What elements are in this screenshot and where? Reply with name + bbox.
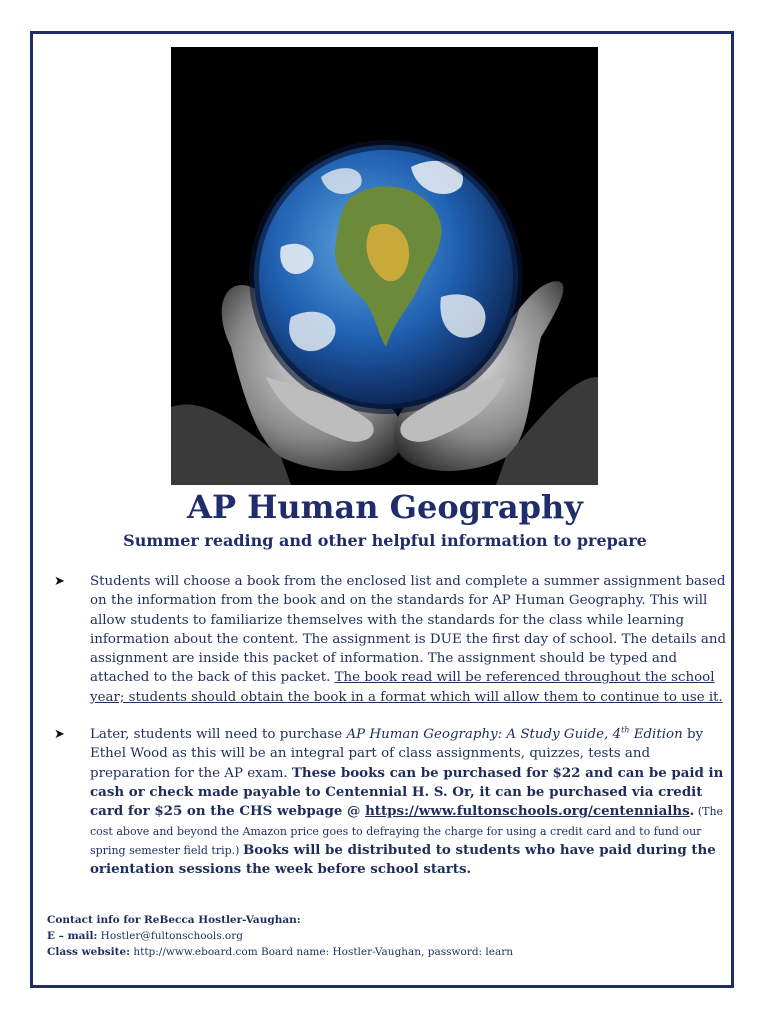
price-info-text: These books can be purchased for $22 and can be paid in cash or check made payable to Centennial H. S. Or, it can be purchased via credit card for $25 on the CHS webpage @ [90,764,724,820]
list-item [52,572,727,707]
contact-heading: Contact info for ReBecca Hostler-Vaughan: [47,914,301,926]
arrowhead-bullet-icon: ➤ [54,727,65,743]
link-period: . [689,803,695,820]
earth-in-hands-image [171,47,598,485]
book-reference-note: The book read will be referenced throughout the school year; students should obtain the book in a format which will allow them to continue to use it. [90,670,723,705]
book-usage-text: by Ethel Wood as this will be an integral part of class assignments, quizzes, tests and preparation for the AP exam. [90,727,704,781]
cost-note-text: (The cost above and beyond the Amazon price goes to defraying the charge for using a credit card and to fund our spring semester field trip.) [90,805,724,857]
contact-website-line: Class website: http://www.eboard.com Board name: Hostler-Vaughan, password: learn [47,946,514,958]
contact-info [47,912,727,960]
page-title: AP Human Geography [187,488,583,526]
book-title: AP Human Geography: A Study Guide, 4th Edition [346,725,683,743]
info-list [52,572,727,879]
arrowhead-bullet-icon: ➤ [54,574,65,589]
school-webpage-link[interactable]: https://www.fultonschools.org/centennialhs [365,803,690,820]
contact-email-line: E – mail: Hostler@fultonschools.org [47,930,243,942]
distribution-note-text: Books will be distributed to students who have paid during the orientation sessions the week before school starts. [90,841,716,878]
page-subtitle: Summer reading and other helpful information to prepare [123,531,647,550]
class-website[interactable]: http://www.eboard.com Board name: Hostler-Vaughan, password: learn [130,946,514,958]
purchase-lead-text: Later, students will need to purchase [90,727,347,743]
summer-assignment-text: Students will choose a book from the enclosed list and complete a summer assignment based on the information from the book and on the standards for AP Human Geography. This will allow students to familiarize themselves with the standards for the class while learning information about the content. The assignment is DUE the first day of school. The details and assignment are inside this packet of information. The assignment should be typed and attached to the back of this packet. [90,574,727,686]
contact-email[interactable]: Hostler@fultonschools.org [97,930,243,942]
list-item [52,725,727,879]
